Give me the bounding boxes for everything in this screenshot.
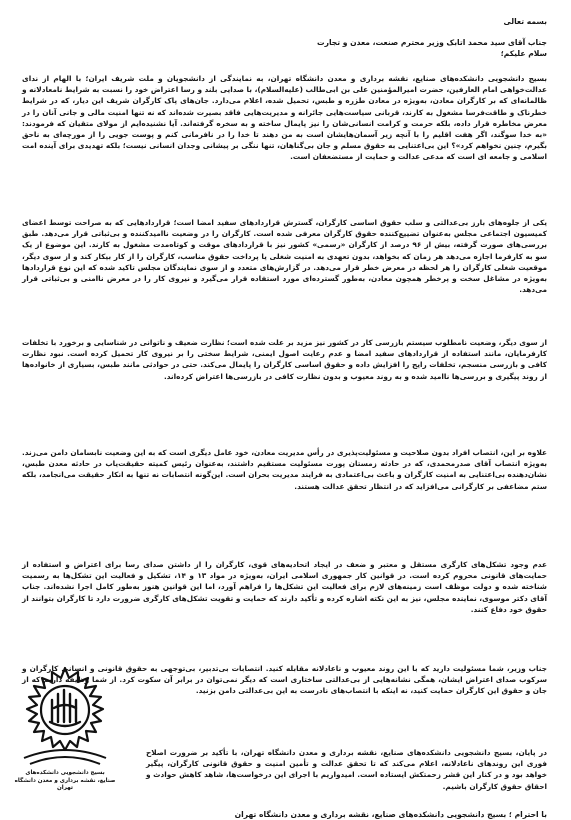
bismillah-heading: بسمه تعالی — [503, 17, 547, 26]
paragraph-6: جناب وزیر، شما مسئولیت دارید که با این روند معیوب و ناعادلانه مقابله کنید. انتصابات بی‌تدبیر، بی‌توجهی به حقوق قانونی و انسانی کارگران و سرکوب صدای اعتراض ایشان، همگی نشانه‌هایی از بی‌عدالتی ساختاری است که دیگر نمی‌توان در برابر آن سکوت کرد. از شما وظیفه داریم که از جان و حقوق این کارگران حمایت کنید، نه اینکه با انتصاب‌های نادرست به این بی‌عدالتی دامن بزنید. — [22, 664, 547, 696]
paragraph-5: عدم وجود تشکل‌های کارگری مستقل و معتبر و ضعف در ایجاد اتحادیه‌های قوی، کارگران را از داشتن صدای رسا برای اعتراض و استفاده از حمایت‌های قانونی محروم کرده است. در قوانین کار جمهوری اسلامی ایران، به‌ویژه در مواد ۱۳ و ۱۴، تشکیل و فعالیت این تشکل‌ها به رسمیت شناخته شده و دولت موظف است زمینه‌های لازم برای فعالیت این تشکل‌ها را فراهم آورد، اما این قوانین هنوز به‌طور کامل اجرا نشده‌اند. جناب آقای دکتر موسوی، نماینده مجلس، نیز به این نکته اشاره کرده و تأکید دارند که حمایت و تقویت تشکل‌های کارگری ضرورت دارد تا کارگران بتوانند از حقوق خود دفاع کنند. — [22, 560, 547, 614]
paragraph-4: علاوه بر این، انتصاب افراد بدون صلاحیت و مسئولیت‌پذیری در رأس مدیریت معادن، خود عامل دیگری است که به این وضعیت نابسامان دامن می‌زند. به‌ویژه انتصاب آقای صدرمحمدی، که در حادثه زمستان پورت مسئولیت مستقیم داشتند، به‌عنوان رئیس کمیته حقیقت‌یاب در حادثه معدن طبس، نشان‌دهنده بی‌اعتنایی به امنیت کارگران و باعث بی‌اعتمادی به فرایند مدیریت بحران است. این‌گونه انتصابات نه تنها به انکار حقیقت می‌انجامد، بلکه ستم مضاعفی بر کارگرانی می‌افزاید که در انتظار تحقق عدالت هستند. — [22, 448, 547, 491]
recipient-line: جناب آقای سید محمد اتابک وزیر محترم صنعت، معدن و تجارت — [316, 38, 547, 47]
paragraph-1: بسیج دانشجویی دانشکده‌های صنایع، نقشه برداری و معدن دانشگاه تهران، به نمایندگی از دانشجویان و ملت شریف ایران؛ با الهام از ندای عدالت‌خواهی امام العارفین، حضرت امیرالمؤمنین علی بن ابی‌طالب (علیه‌السلام)، با صدایی بلند و رسا اعتراض خود را نسبت به شرایط نامعادلانه و ظالمانه‌ای که بر کارگران معادن، به‌ویژه در معادن طزره و طبس، تحمیل شده، اعلام می‌دارد. جان‌های پاک کارگران شریف این دیار، که در شرایط خطرناک و طاقت‌فرسا مشغول به کارند، قربانی سیاست‌هایی جائرانه و مدیریت‌هایی فاقد بصیرت شده‌اند که نه تنها امنیت مالی و جانی آنان را در معرض مخاطره قرار داده، بلکه حرمت و کرامت انسانی‌شان را نیز پایمال ساخته و به سخره گرفته‌اند. آیا نشنیده‌ایم از مولای متقیان که فرمودند: «به خدا سوگند، اگر هفت اقلیم را با آنچه زیر آسمان‌هایشان است به من دهند تا خدا را در نافرمانی کنم و پوست جویی را از مورچه‌ای به ناحق بگیرم، چنین نخواهم کرد»؟ این بی‌اعتنایی به حقوق مسلم و جان بی‌گناهان، تنها ننگی بر پیشانی وجدان انسانی نیست؛ بلکه تهدیدی برای آینده امت اسلامی و جامعه ای است که مدعی عدالت و حمایت از مستضعفان است. — [22, 74, 547, 162]
paragraph-7: در پایان، بسیج دانشجویی دانشکده‌های صنایع، نقشه برداری و معدن دانشگاه تهران، با تأکید بر ضرورت اصلاح فوری این روندهای ناعادلانه، اعلام می‌کند که تا تحقق عدالت و تأمین امنیت و حقوق قانونی کارگران، پیگیر خواهد بود و در کنار این قشر زحمتکش ایستاده است. امیدواریم با اجرای این درخواست‌ها، شاهد کاهش حوادث و احقاق حقوق کارگران باشیم. — [146, 748, 547, 791]
logo-caption-line2: صنایع، نقشه برداری و معدن دانشگاه تهران — [14, 778, 116, 791]
paragraph-2: یکی از جلوه‌های بارز بی‌عدالتی و سلب حقوق اساسی کارگران، گسترش قراردادهای سفید امضا است؛ قراردادهایی که به صراحت توسط اعضای کمیسیون اجتماعی مجلس به‌عنوان تضییع‌کننده حقوق کارگران معرفی شده است. کارگران را در وضعیت ناامیدکننده و بی‌ثباتی قرار می‌دهد. طبق بررسی‌های صورت گرفته، بیش از ۹۶ درصد از کارگران «رسمی» کشور نیز با قراردادهای موقت و کوتاه‌مدت مشغول به کارند. این موضوع از یک سو به کارفرما اجازه می‌دهد هر زمان که بخواهد، بدون تعهدی به امنیت شغلی یا پرداخت حقوق مناسب، کارگران را از کار بیکار کند و از سوی دیگر، موقعیت شغلی کارگران را هر لحظه در معرض خطر قرار می‌دهد. در گزارش‌های متعدد و از سوی نمایندگان مجلس تاکید شده که این نوع قراردادها به‌ویژه در مشاغل سخت و پرخطر همچون معادن، به‌طور گسترده‌ای مورد استفاده قرار می‌گیرد و نیروی کار را در معرض ناامنی و بی‌ثباتی قرار می‌دهد. — [22, 218, 547, 295]
basij-logo — [6, 664, 124, 792]
logo-caption-line1: بسیج دانشجویی دانشکده‌های — [25, 770, 105, 776]
logo-emblem-icon — [6, 664, 124, 768]
paragraph-3: از سوی دیگر، وضعیت نامطلوب سیستم بازرسی کار در کشور نیز مزید بر علت شده است؛ نظارت ضعیف و ناتوانی در شناسایی و برخورد با تخلفات کارفرمایان، مانند استفاده از قراردادهای سفید امضا و عدم رعایت اصول ایمنی، شرایط سختی را بر نیروی کار تحمیل کرده است. نبود نظارت کافی و بازرسی منسجم، تخلفات رایج را افزایش داده و حقوق اساسی کارگران را پایمال می‌کند. حتی در حوادثی مانند طبس، بسیاری از خانواده‌ها از روند پیگیری و بررسی‌ها ناامید شده و به روند معیوب و بدون نظارت کافی در بازرسی‌ها اعتراض کرده‌اند. — [22, 338, 547, 381]
greeting-line: سلام علیکم؛ — [500, 49, 547, 58]
closing-signature: با احترام ؛ بسیج دانشجویی دانشکده‌های صنایع، نقشه برداری و معدن دانشگاه تهران — [234, 810, 547, 819]
